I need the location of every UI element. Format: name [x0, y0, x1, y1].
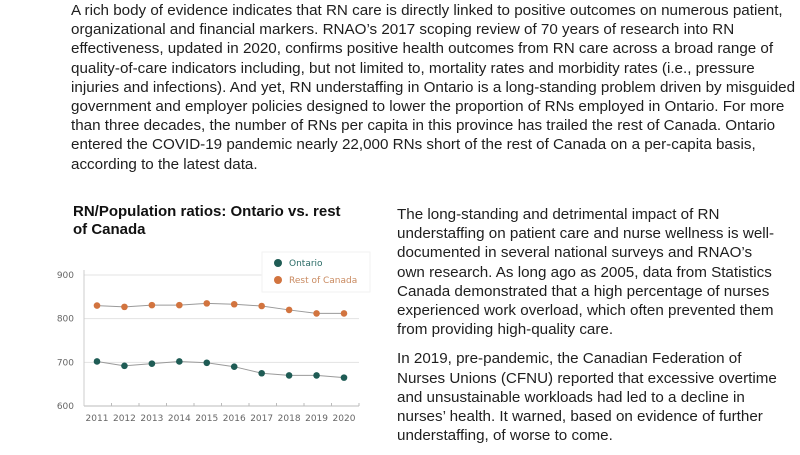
data-point [176, 302, 183, 309]
intro-paragraph: A rich body of evidence indicates that RN care is directly linked to positive outcomes on numerous patient, organizational and financial markers. RNAO’s 2017 scoping review of 70 years of research into RN effectiveness, updated in 2020, confirms positive health outcomes from RN care across a broad range of quality-of-care indicators including, but not limited to, mortality rates and morbidity rates (i.e., pressure injuries and infections). And yet, RN understaffing in Ontario is a long-standing problem driven by misguided government and employer policies designed to lower the proportion of RNs employed in Ontario. For more than three decades, the number of RNs per capita in this province has trailed the rest of Canada. Ontario entered the COVID-19 pandemic nearly 22,000 RNs short of the rest of Canada on a per-capita basis, according to the latest data. [71, 2, 796, 173]
legend-marker [274, 276, 282, 284]
data-point [341, 374, 348, 381]
data-point [286, 307, 293, 314]
data-point [313, 310, 320, 317]
x-tick-label: 2013 [140, 414, 164, 424]
x-tick-label: 2015 [195, 414, 219, 424]
data-point [94, 302, 101, 309]
right-column-text [397, 205, 777, 455]
chart-legend [262, 252, 370, 292]
data-point [258, 370, 265, 377]
y-tick-label: 900 [56, 271, 74, 281]
series-line [97, 361, 344, 377]
y-tick-label: 600 [56, 402, 74, 412]
legend-box [262, 252, 370, 292]
right-paragraph-2: In 2019, pre-pandemic, the Canadian Federation of Nurses Unions (CFNU) reported that excessive overtime and unsustainable workloads had led to a decline in nurses’ health. It warned, based on evidence of further understaffing, of worse to come. [397, 350, 777, 445]
chart-title: RN/Population ratios: Ontario vs. rest of Canada [73, 203, 341, 238]
data-point [149, 360, 156, 367]
legend-label: Rest of Canada [289, 276, 358, 286]
data-point [94, 358, 101, 365]
x-tick-label: 2019 [305, 414, 329, 424]
intro-text [71, 1, 800, 174]
x-tick-label: 2018 [277, 414, 301, 424]
data-point [121, 304, 128, 311]
data-point [286, 372, 293, 379]
right-paragraph-1: The long-standing and detrimental impact of RN understaffing on patient care and nurse wellness is well-documented in several national surveys and RNAO’s own research. As long ago as 2005, data from Statistics Canada demonstrated that a high percentage of nurses experienced work overload, which often prevented them from providing high-quality care. [397, 206, 775, 339]
x-tick-label: 2011 [85, 414, 109, 424]
data-point [149, 302, 156, 309]
x-tick-label: 2017 [250, 414, 274, 424]
data-point [203, 300, 210, 307]
data-point [121, 363, 128, 370]
data-point [203, 359, 210, 366]
x-tick-label: 2020 [332, 414, 356, 424]
line-chart [0, 240, 390, 450]
x-tick-label: 2014 [167, 414, 191, 424]
x-tick-label: 2016 [222, 414, 246, 424]
chart-canvas [0, 240, 390, 450]
data-point [176, 358, 183, 365]
data-point [231, 301, 238, 308]
y-tick-label: 800 [56, 314, 74, 325]
legend-marker [274, 259, 282, 267]
data-point [341, 310, 348, 317]
x-tick-label: 2012 [112, 414, 136, 424]
data-point [231, 363, 238, 370]
y-tick-label: 700 [56, 358, 74, 369]
legend-label: Ontario [289, 259, 323, 269]
data-point [258, 303, 265, 310]
series-line [97, 303, 344, 313]
data-point [313, 372, 320, 379]
